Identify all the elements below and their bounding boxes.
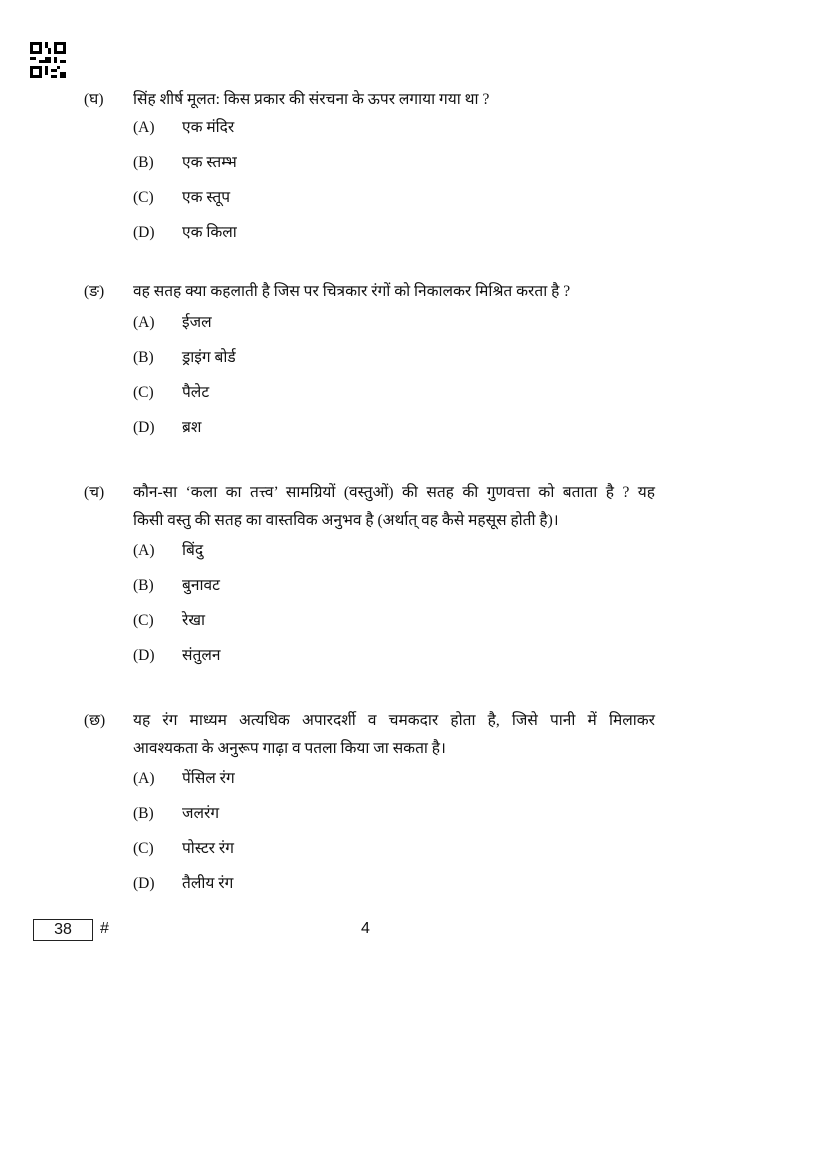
- paper-code-box: 38: [33, 919, 93, 941]
- question-text-line-2: आवश्यकता के अनुरूप गाढ़ा व पतला किया जा सकता है।: [133, 740, 446, 757]
- option-text: बुनावट: [182, 577, 220, 594]
- option-text: एक मंदिर: [182, 119, 235, 136]
- option-label: (C): [133, 612, 154, 629]
- option-text: एक स्तम्भ: [182, 154, 237, 171]
- option-text: बिंदु: [182, 542, 204, 559]
- question-text-line-1: कौन-सा ‘कला का तत्त्व’ सामग्रियों (वस्तुओं) की सतह की गुणवत्ता को बताता है ? यह: [133, 484, 655, 501]
- option-text: पेंसिल रंग: [182, 770, 235, 787]
- option-label: (D): [133, 419, 155, 436]
- option-label: (B): [133, 349, 154, 366]
- hash-mark: #: [100, 920, 109, 937]
- option-text: पोस्टर रंग: [182, 840, 234, 857]
- option-text: ईजल: [182, 314, 212, 331]
- option-text: तैलीय रंग: [182, 875, 234, 892]
- option-label: (B): [133, 577, 154, 594]
- option-text: ब्रश: [182, 419, 202, 436]
- question-text-line-1: यह रंग माध्यम अत्यधिक अपारदर्शी व चमकदार होता है, जिसे पानी में मिलाकर: [133, 712, 655, 729]
- option-text: संतुलन: [182, 647, 221, 664]
- page-number: 4: [361, 920, 370, 937]
- option-label: (A): [133, 119, 155, 136]
- option-label: (D): [133, 875, 155, 892]
- question-label: (घ): [84, 91, 104, 108]
- option-text: ड्राइंग बोर्ड: [182, 349, 236, 366]
- option-label: (D): [133, 647, 155, 664]
- option-text: पैलेट: [182, 384, 210, 401]
- option-text: एक किला: [182, 224, 237, 241]
- question-label: (छ): [84, 712, 106, 729]
- option-label: (C): [133, 189, 154, 206]
- option-label: (A): [133, 314, 155, 331]
- question-text: सिंह शीर्ष मूलत: किस प्रकार की संरचना के ऊपर लगाया गया था ?: [133, 91, 490, 108]
- option-text: रेखा: [182, 612, 206, 629]
- option-label: (B): [133, 154, 154, 171]
- qr-code: [30, 42, 66, 78]
- option-label: (C): [133, 384, 154, 401]
- question-text-line-2: किसी वस्तु की सतह का वास्तविक अनुभव है (अर्थात् वह कैसे महसूस होती है)।: [133, 512, 559, 529]
- option-label: (A): [133, 770, 155, 787]
- option-label: (B): [133, 805, 154, 822]
- question-label: (च): [84, 484, 105, 501]
- option-label: (A): [133, 542, 155, 559]
- option-label: (C): [133, 840, 154, 857]
- question-text: वह सतह क्या कहलाती है जिस पर चित्रकार रंगों को निकालकर मिश्रित करता है ?: [133, 283, 571, 300]
- option-text: एक स्तूप: [182, 189, 231, 206]
- question-label: (ङ): [84, 283, 105, 300]
- option-text: जलरंग: [182, 805, 220, 822]
- option-label: (D): [133, 224, 155, 241]
